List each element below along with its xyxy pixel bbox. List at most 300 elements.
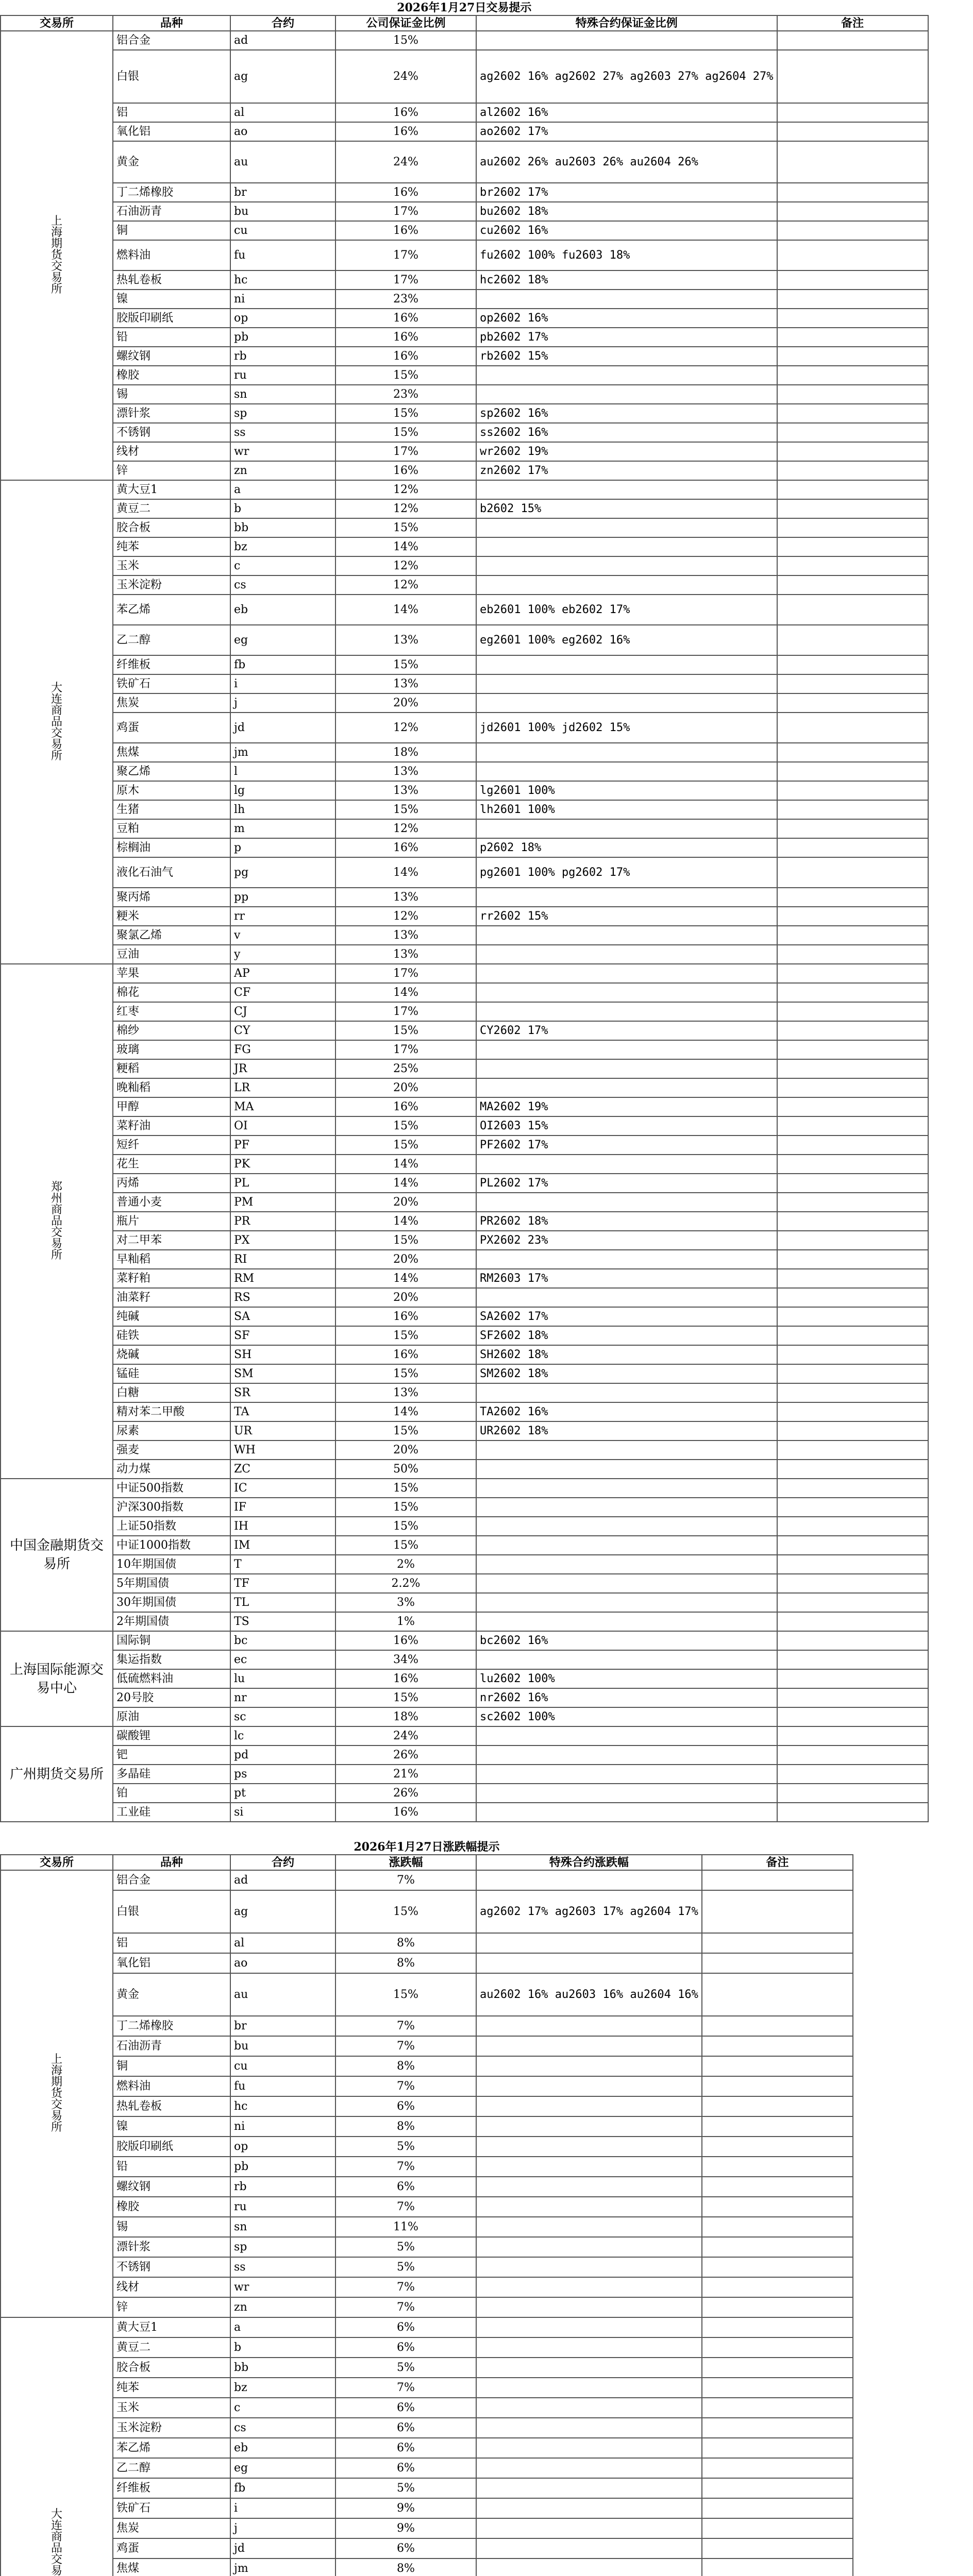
product-cell: 白糖: [113, 1383, 230, 1402]
contract-cell: lg: [230, 781, 335, 800]
special-cell: jd2601 100% jd2602 15%: [476, 713, 777, 743]
value-cell: 16%: [335, 838, 476, 857]
product-cell: 多晶硅: [113, 1765, 230, 1784]
table-row: [1, 2317, 853, 2337]
table-row: [1, 781, 928, 800]
note-cell: [777, 1402, 928, 1421]
special-cell: [476, 2257, 702, 2277]
special-cell: [476, 1803, 777, 1822]
value-cell: 15%: [335, 1116, 476, 1136]
value-cell: 15%: [335, 800, 476, 819]
special-cell: [476, 2398, 702, 2418]
table-row: [1, 693, 928, 713]
value-cell: 12%: [335, 713, 476, 743]
value-cell: 24%: [335, 50, 476, 103]
product-cell: 镍: [113, 290, 230, 309]
value-cell: 7%: [335, 1870, 476, 1890]
special-cell: [476, 655, 777, 674]
header-margin-ratio: 公司保证金比例: [335, 15, 476, 31]
value-cell: 16%: [335, 347, 476, 366]
table-row: [1, 2438, 853, 2458]
header-limit: 涨跌幅: [335, 1855, 476, 1870]
value-cell: 17%: [335, 202, 476, 221]
table-row: [1, 1059, 928, 1078]
special-cell: [476, 2277, 702, 2297]
product-cell: 甲醇: [113, 1097, 230, 1116]
special-cell: [476, 819, 777, 838]
table-row: [1, 1498, 928, 1517]
note-cell: [777, 888, 928, 907]
note-cell: [777, 518, 928, 537]
table-row: [1, 926, 928, 945]
product-cell: 黄豆二: [113, 2337, 230, 2358]
value-cell: 8%: [335, 2056, 476, 2076]
contract-cell: hc: [230, 270, 335, 290]
note-cell: [777, 1002, 928, 1021]
product-cell: 锌: [113, 461, 230, 480]
product-cell: 玉米: [113, 556, 230, 575]
table-row: [1, 2478, 853, 2498]
note-cell: [777, 141, 928, 183]
note-cell: [777, 1212, 928, 1231]
product-cell: 焦煤: [113, 743, 230, 762]
note-cell: [777, 1059, 928, 1078]
product-cell: 白银: [113, 1890, 230, 1933]
value-cell: 6%: [335, 2398, 476, 2418]
note-cell: [702, 2197, 853, 2217]
product-cell: 中证500指数: [113, 1479, 230, 1498]
table-row: [1, 1021, 928, 1040]
contract-cell: eg: [230, 2458, 335, 2478]
contract-cell: jd: [230, 2538, 335, 2558]
special-cell: [476, 290, 777, 309]
note-cell: [702, 2317, 853, 2337]
table-row: [1, 819, 928, 838]
contract-cell: op: [230, 309, 335, 328]
table-row: [1, 2036, 853, 2056]
value-cell: 15%: [335, 404, 476, 423]
value-cell: 20%: [335, 1440, 476, 1460]
special-cell: [476, 1078, 777, 1097]
value-cell: 12%: [335, 499, 476, 518]
contract-cell: pb: [230, 328, 335, 347]
contract-cell: b: [230, 499, 335, 518]
contract-cell: PM: [230, 1193, 335, 1212]
special-cell: [476, 1059, 777, 1078]
product-cell: 晚籼稻: [113, 1078, 230, 1097]
header-contract: 合约: [230, 1855, 335, 1870]
note-cell: [702, 2418, 853, 2438]
note-cell: [702, 2116, 853, 2137]
value-cell: 21%: [335, 1765, 476, 1784]
product-cell: 纯苯: [113, 537, 230, 556]
table-row: [1, 537, 928, 556]
special-cell: [476, 2197, 702, 2217]
table-row: [1, 103, 928, 122]
value-cell: 20%: [335, 1078, 476, 1097]
contract-cell: MA: [230, 1097, 335, 1116]
special-cell: PR2602 18%: [476, 1212, 777, 1231]
product-cell: 氧化铝: [113, 122, 230, 141]
special-cell: ao2602 17%: [476, 122, 777, 141]
special-cell: [476, 1726, 777, 1745]
contract-cell: PK: [230, 1155, 335, 1174]
table-row: [1, 202, 928, 221]
product-cell: 豆粕: [113, 819, 230, 838]
contract-cell: ag: [230, 50, 335, 103]
note-cell: [702, 2438, 853, 2458]
contract-cell: pt: [230, 1784, 335, 1803]
table-row: [1, 1269, 928, 1288]
table-row: [1, 2177, 853, 2197]
note-cell: [777, 50, 928, 103]
exchange-name: 上海期货交易所: [51, 2053, 62, 2134]
product-cell: 橡胶: [113, 366, 230, 385]
value-cell: 16%: [335, 1669, 476, 1688]
note-cell: [702, 2056, 853, 2076]
exchange-cell: [1, 480, 113, 964]
product-cell: 5年期国债: [113, 1574, 230, 1593]
table-row: [1, 556, 928, 575]
table-row: [1, 1155, 928, 1174]
special-cell: [476, 1650, 777, 1669]
value-cell: 7%: [335, 2157, 476, 2177]
product-cell: 2年期国债: [113, 1612, 230, 1631]
value-cell: 23%: [335, 290, 476, 309]
contract-cell: cu: [230, 2056, 335, 2076]
value-cell: 5%: [335, 2358, 476, 2378]
table-row: [1, 1212, 928, 1231]
special-cell: [476, 2378, 702, 2398]
special-cell: [476, 1460, 777, 1479]
contract-cell: TS: [230, 1612, 335, 1631]
note-cell: [702, 2096, 853, 2116]
contract-cell: CJ: [230, 1002, 335, 1021]
contract-cell: sn: [230, 385, 335, 404]
product-cell: 对二甲苯: [113, 1231, 230, 1250]
value-cell: 7%: [335, 2378, 476, 2398]
special-cell: SF2602 18%: [476, 1326, 777, 1345]
contract-cell: ZC: [230, 1460, 335, 1479]
note-cell: [777, 328, 928, 347]
table-row: [1, 2498, 853, 2518]
product-cell: 聚乙烯: [113, 762, 230, 781]
note-cell: [777, 1231, 928, 1250]
contract-cell: eb: [230, 595, 335, 625]
note-cell: [777, 1288, 928, 1307]
table-row: [1, 1402, 928, 1421]
table-row: [1, 347, 928, 366]
product-cell: 菜籽油: [113, 1116, 230, 1136]
exchange-name: 广州期货交易所: [9, 1766, 104, 1782]
special-cell: [476, 888, 777, 907]
table-row: [1, 1574, 928, 1593]
product-cell: 螺纹钢: [113, 347, 230, 366]
product-cell: 线材: [113, 442, 230, 461]
contract-cell: TL: [230, 1593, 335, 1612]
contract-cell: v: [230, 926, 335, 945]
table-row: [1, 1612, 928, 1631]
table-row: [1, 743, 928, 762]
product-cell: 铁矿石: [113, 674, 230, 693]
note-cell: [777, 31, 928, 50]
note-cell: [702, 1953, 853, 1973]
value-cell: 6%: [335, 2177, 476, 2197]
special-cell: [476, 1593, 777, 1612]
note-cell: [702, 2538, 853, 2558]
product-cell: 丁二烯橡胶: [113, 2016, 230, 2036]
table-row: [1, 385, 928, 404]
product-cell: 铅: [113, 328, 230, 347]
table-row: [1, 1707, 928, 1726]
table-row: [1, 1555, 928, 1574]
table-row: [1, 1973, 853, 2016]
header-special-margin: 特殊合约保证金比例: [476, 15, 777, 31]
special-cell: [476, 1479, 777, 1498]
special-cell: ag2602 16% ag2602 27% ag2603 27% ag2604 27%: [476, 50, 777, 103]
note-cell: [702, 2337, 853, 2358]
product-cell: 氧化铝: [113, 1953, 230, 1973]
header-notes: 备注: [777, 15, 928, 31]
value-cell: 17%: [335, 964, 476, 983]
table-row: [1, 31, 928, 50]
note-cell: [777, 1631, 928, 1650]
contract-cell: si: [230, 1803, 335, 1822]
value-cell: 16%: [335, 309, 476, 328]
table-row: [1, 1288, 928, 1307]
special-cell: MA2602 19%: [476, 1097, 777, 1116]
product-cell: 黄大豆1: [113, 2317, 230, 2337]
table-row: [1, 2378, 853, 2398]
table-row: [1, 1593, 928, 1612]
special-cell: [476, 674, 777, 693]
product-cell: 锡: [113, 2217, 230, 2237]
special-cell: [476, 2056, 702, 2076]
special-cell: p2602 18%: [476, 838, 777, 857]
product-cell: 动力煤: [113, 1460, 230, 1479]
product-cell: 丁二烯橡胶: [113, 183, 230, 202]
value-cell: 20%: [335, 1250, 476, 1269]
special-cell: [476, 556, 777, 575]
product-cell: 胶版印刷纸: [113, 309, 230, 328]
table-row: [1, 404, 928, 423]
exchange-name: 大连商品交易所: [51, 681, 62, 762]
special-cell: [476, 2016, 702, 2036]
contract-cell: jm: [230, 743, 335, 762]
value-cell: 15%: [335, 1973, 476, 2016]
special-cell: lu2602 100%: [476, 1669, 777, 1688]
special-cell: [476, 693, 777, 713]
exchange-cell: [1, 964, 113, 1479]
note-cell: [777, 1193, 928, 1212]
contract-cell: T: [230, 1555, 335, 1574]
value-cell: 6%: [335, 2096, 476, 2116]
product-cell: 上证50指数: [113, 1517, 230, 1536]
product-cell: 漂针浆: [113, 2237, 230, 2257]
special-cell: bc2602 16%: [476, 1631, 777, 1650]
value-cell: 18%: [335, 743, 476, 762]
contract-cell: c: [230, 2398, 335, 2418]
value-cell: 15%: [335, 1021, 476, 1040]
table-row: [1, 1631, 928, 1650]
contract-cell: bb: [230, 2358, 335, 2378]
note-cell: [777, 1250, 928, 1269]
note-cell: [777, 221, 928, 240]
note-cell: [777, 781, 928, 800]
note-cell: [777, 1593, 928, 1612]
value-cell: 8%: [335, 1933, 476, 1953]
product-cell: 碳酸锂: [113, 1726, 230, 1745]
note-cell: [777, 762, 928, 781]
note-cell: [702, 2237, 853, 2257]
special-cell: [476, 518, 777, 537]
contract-cell: RM: [230, 1269, 335, 1288]
value-cell: 15%: [335, 1479, 476, 1498]
product-cell: 硅铁: [113, 1326, 230, 1345]
special-cell: [476, 2237, 702, 2257]
special-cell: [476, 2538, 702, 2558]
table-row: [1, 328, 928, 347]
value-cell: 14%: [335, 1174, 476, 1193]
special-cell: ag2602 17% ag2603 17% ag2604 17%: [476, 1890, 702, 1933]
value-cell: 17%: [335, 442, 476, 461]
value-cell: 15%: [335, 1136, 476, 1155]
contract-cell: br: [230, 183, 335, 202]
note-cell: [777, 964, 928, 983]
value-cell: 13%: [335, 625, 476, 655]
note-cell: [777, 819, 928, 838]
note-cell: [702, 2217, 853, 2237]
value-cell: 17%: [335, 1040, 476, 1059]
product-cell: 玉米: [113, 2398, 230, 2418]
note-cell: [777, 1650, 928, 1669]
product-cell: 白银: [113, 50, 230, 103]
value-cell: 5%: [335, 2257, 476, 2277]
contract-cell: CY: [230, 1021, 335, 1040]
note-cell: [777, 983, 928, 1002]
contract-cell: SF: [230, 1326, 335, 1345]
product-cell: 纯碱: [113, 1307, 230, 1326]
value-cell: 12%: [335, 556, 476, 575]
special-cell: bu2602 18%: [476, 202, 777, 221]
contract-cell: jm: [230, 2558, 335, 2576]
value-cell: 15%: [335, 1231, 476, 1250]
special-cell: [476, 2157, 702, 2177]
product-cell: 橡胶: [113, 2197, 230, 2217]
note-cell: [702, 2157, 853, 2177]
value-cell: 15%: [335, 655, 476, 674]
note-cell: [777, 537, 928, 556]
note-cell: [777, 556, 928, 575]
special-cell: [476, 1002, 777, 1021]
note-cell: [777, 1688, 928, 1707]
value-cell: 17%: [335, 270, 476, 290]
header-notes: 备注: [702, 1855, 853, 1870]
note-cell: [702, 2277, 853, 2297]
value-cell: 6%: [335, 2337, 476, 2358]
product-cell: 粳稻: [113, 1059, 230, 1078]
note-cell: [777, 1517, 928, 1536]
product-cell: 胶合板: [113, 2358, 230, 2378]
contract-cell: fu: [230, 240, 335, 270]
contract-cell: IC: [230, 1479, 335, 1498]
note-cell: [777, 1555, 928, 1574]
contract-cell: bu: [230, 202, 335, 221]
product-cell: 瓶片: [113, 1212, 230, 1231]
value-cell: 26%: [335, 1784, 476, 1803]
table-row: [1, 1870, 853, 1890]
value-cell: 14%: [335, 983, 476, 1002]
header-product: 品种: [113, 1855, 230, 1870]
value-cell: 17%: [335, 1002, 476, 1021]
contract-cell: sp: [230, 404, 335, 423]
special-cell: op2602 16%: [476, 309, 777, 328]
product-cell: 玻璃: [113, 1040, 230, 1059]
contract-cell: SM: [230, 1364, 335, 1383]
contract-cell: RI: [230, 1250, 335, 1269]
special-cell: pg2601 100% pg2602 17%: [476, 857, 777, 888]
note-cell: [702, 2036, 853, 2056]
note-cell: [777, 713, 928, 743]
table-row: [1, 2358, 853, 2378]
note-cell: [702, 1933, 853, 1953]
table-row: [1, 499, 928, 518]
special-cell: [476, 964, 777, 983]
table-row: [1, 141, 928, 183]
product-cell: 丙烯: [113, 1174, 230, 1193]
contract-cell: ss: [230, 2257, 335, 2277]
contract-cell: pb: [230, 2157, 335, 2177]
contract-cell: PR: [230, 1212, 335, 1231]
special-cell: hc2602 18%: [476, 270, 777, 290]
value-cell: 13%: [335, 888, 476, 907]
special-cell: PF2602 17%: [476, 1136, 777, 1155]
value-cell: 5%: [335, 2237, 476, 2257]
contract-cell: eb: [230, 2438, 335, 2458]
value-cell: 7%: [335, 2076, 476, 2096]
contract-cell: hc: [230, 2096, 335, 2116]
note-cell: [777, 1269, 928, 1288]
table-row: [1, 1517, 928, 1536]
table-row: [1, 1765, 928, 1784]
value-cell: 14%: [335, 1155, 476, 1174]
exchange-name: 上海国际能源交易中心: [9, 1662, 104, 1696]
note-cell: [777, 1383, 928, 1402]
table-row: [1, 2056, 853, 2076]
note-cell: [702, 2177, 853, 2197]
note-cell: [702, 2297, 853, 2317]
value-cell: 25%: [335, 1059, 476, 1078]
note-cell: [777, 1421, 928, 1440]
table-row: [1, 2398, 853, 2418]
table-row: [1, 1002, 928, 1021]
contract-cell: SH: [230, 1345, 335, 1364]
product-cell: 苯乙烯: [113, 595, 230, 625]
table-row: [1, 1231, 928, 1250]
table-row: [1, 366, 928, 385]
note-cell: [777, 385, 928, 404]
note-cell: [777, 1078, 928, 1097]
note-cell: [777, 442, 928, 461]
special-cell: [476, 2116, 702, 2137]
contract-cell: pp: [230, 888, 335, 907]
table-row: [1, 2297, 853, 2317]
value-cell: 7%: [335, 2036, 476, 2056]
special-cell: [476, 2297, 702, 2317]
special-cell: [476, 1250, 777, 1269]
header-special-limit: 特殊合约涨跌幅: [476, 1855, 702, 1870]
product-cell: 原木: [113, 781, 230, 800]
